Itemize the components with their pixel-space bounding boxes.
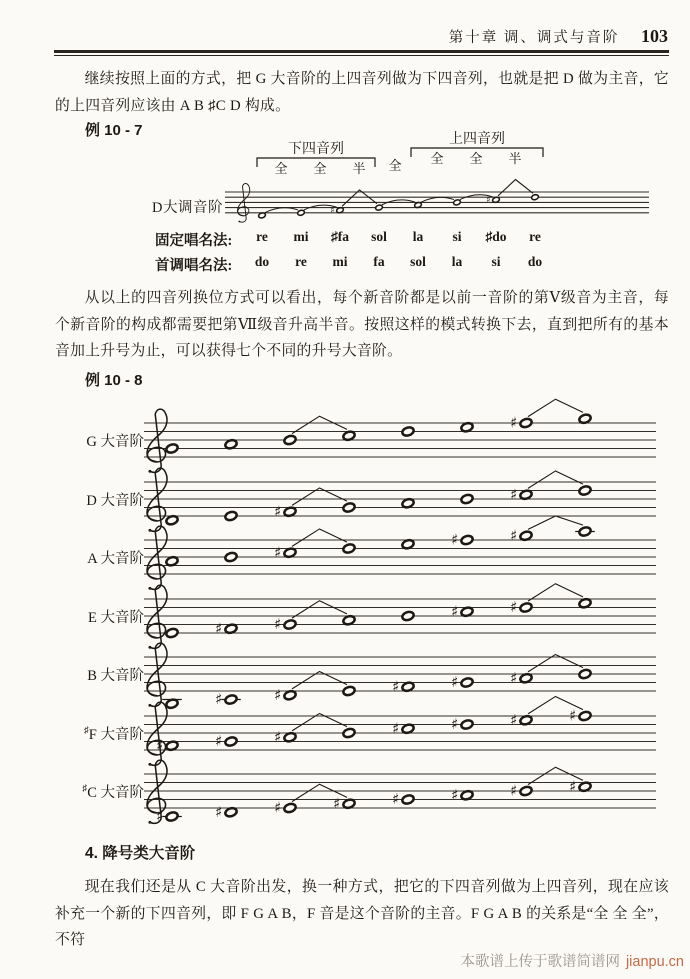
sharp-sign: ♯ (510, 668, 518, 687)
whole-note (531, 194, 539, 201)
sharp-sign: ♯ (274, 501, 282, 520)
whole-note (519, 601, 532, 612)
sharp-sign: ♯ (510, 710, 518, 729)
sharp-sign: ♯ (569, 706, 577, 725)
sharp-sign: ♯ (156, 807, 164, 826)
scale-name: ♯C 大音阶 (82, 784, 144, 801)
sharp-sign: ♯ (510, 597, 518, 616)
half-step-caret (528, 516, 583, 529)
whole-note (401, 610, 414, 621)
sharp-sign: ♯ (451, 601, 459, 620)
solfege-syllable: do (254, 254, 270, 269)
sharp-sign: ♯ (215, 802, 223, 821)
whole-note (283, 802, 296, 813)
half-step-caret (528, 399, 583, 416)
scale-name: E 大音阶 (88, 609, 144, 626)
whole-note (342, 501, 355, 512)
upper-tetrachord-label: 上四音列 (449, 132, 505, 147)
whole-note (460, 677, 473, 688)
solfege-syllable: ♯do (485, 229, 507, 244)
whole-note (165, 443, 178, 454)
sharp-sign: ♯ (510, 413, 518, 432)
whole-note (578, 668, 591, 679)
solfege-syllable: re (295, 254, 307, 269)
header-rule (54, 50, 669, 56)
whole-note (165, 811, 178, 822)
solfege-syllable: si (452, 229, 462, 244)
sharp-sign: ♯ (215, 690, 223, 709)
sharp-prefix: ♯ (84, 725, 89, 736)
step-label: 全 (430, 151, 444, 166)
middle-paragraph: 从以上的四音列换位方式可以看出，每个新音阶都是以前一音阶的第Ⅴ级音为主音，每个新音阶的构成都需要把第Ⅶ级音升高半音。按照这样的模式转换下去，直到把所有的基本音加上升号为止，可以获得七个不同的升号大音阶。 (55, 290, 669, 359)
whole-note (460, 534, 473, 545)
movable-do-label: 首调唱名法: (155, 258, 233, 274)
sharp-sign: ♯ (215, 618, 223, 637)
page-header (449, 26, 668, 47)
sharp-sign: ♯ (392, 790, 400, 809)
whole-note (401, 426, 414, 437)
scale-name: D 大音阶 (86, 492, 144, 509)
sharp-sign: ♯ (451, 714, 459, 733)
treble-clef-dot (238, 221, 240, 223)
whole-note (297, 209, 305, 216)
solfege-syllable: la (451, 254, 463, 269)
solfege-syllable: si (491, 254, 501, 269)
sharp-sign: ♯ (274, 614, 282, 633)
scale-name: G 大音阶 (86, 434, 144, 450)
fixed-do-label: 固定唱名法: (155, 233, 233, 249)
lower-tetrachord-label: 下四音列 (288, 142, 344, 157)
whole-note (401, 794, 414, 805)
watermark-site-link[interactable]: jianpu.cn (625, 954, 684, 970)
sharp-sign: ♯ (274, 543, 282, 562)
scale-staff (140, 748, 660, 834)
example-10-7-notation (225, 126, 655, 234)
sharp-sign: ♯ (510, 781, 518, 800)
sharp-sign: ♯ (451, 530, 459, 549)
step-label: 全 (274, 161, 288, 176)
intro-paragraph: 继续按照上面的方式，把 G 大音阶的上四音列做为下四音列，也就是把 D 做为主音，它的上四音列应该由 A B ♯C D 构成。 (55, 71, 669, 114)
step-label: 半 (508, 151, 522, 166)
scale-row (72, 748, 666, 834)
page-number: 103 (641, 26, 668, 46)
solfege-syllable: re (529, 229, 541, 244)
sharp-sign: ♯ (392, 718, 400, 737)
solfege-syllable: do (527, 254, 543, 269)
sharp-sign: ♯ (274, 798, 282, 817)
solfege-syllable: sol (371, 229, 387, 244)
scale-name: A 大音阶 (87, 551, 144, 567)
section-heading: 4. 降号类大音阶 (85, 845, 196, 862)
step-label: 全 (313, 161, 327, 176)
step-label: 全 (388, 158, 402, 173)
sharp-sign: ♯ (330, 206, 335, 217)
whole-note (578, 484, 591, 495)
example-10-8-label: 例 10 - 8 (85, 372, 143, 389)
sharp-sign: ♯ (510, 484, 518, 503)
whole-note (342, 727, 355, 738)
whole-note (519, 417, 532, 428)
sharp-sign: ♯ (569, 777, 577, 796)
sharp-sign: ♯ (274, 727, 282, 746)
sharp-sign: ♯ (215, 731, 223, 750)
chapter-label: 第十章 (448, 30, 499, 46)
whole-step-slur (421, 197, 454, 202)
whole-note (453, 199, 461, 206)
step-label: 半 (352, 161, 366, 176)
closing-paragraph: 现在我们还是从 C 大音阶出发，换一种方式，把它的下四音列做为上四音列，现在应该补充一个新的下四音列，即 F G A B，F 音是这个音阶的主音。F G A B 的关系是“全 全 全”，不符 (55, 879, 669, 948)
whole-note (578, 710, 591, 721)
sharp-prefix: ♯ (82, 784, 88, 795)
step-label: 全 (469, 151, 483, 166)
solfege-syllable: mi (332, 254, 348, 269)
whole-note (375, 204, 383, 211)
watermark (460, 950, 684, 971)
whole-note (283, 434, 296, 445)
solfege-syllable: la (412, 229, 424, 244)
watermark-text: 本歌谱上传于歌谱简谱网 (460, 954, 620, 970)
sharp-sign: ♯ (156, 735, 164, 754)
sharp-sign: ♯ (392, 677, 400, 696)
half-step-caret (498, 180, 533, 196)
whole-note (224, 551, 237, 562)
chapter-title: 调、调式与音阶 (503, 30, 620, 46)
whole-note (342, 543, 355, 554)
sharp-sign: ♯ (333, 794, 341, 813)
sharp-sign: ♯ (486, 195, 491, 206)
scale-name: B 大音阶 (87, 668, 144, 684)
solfege-syllable: mi (293, 229, 309, 244)
whole-note (283, 618, 296, 629)
half-step-caret (292, 529, 347, 546)
sharp-sign: ♯ (274, 685, 282, 704)
whole-note (460, 493, 473, 504)
scale-name: ♯F 大音阶 (84, 725, 144, 743)
whole-note (224, 735, 237, 746)
sharp-sign: ♯ (451, 785, 459, 804)
half-step-caret (528, 470, 583, 487)
solfege-syllable: ♯fa (331, 229, 349, 244)
example-10-7-staff-label: D大调音阶 (152, 200, 223, 216)
treble-clef-dot (148, 821, 151, 824)
sharp-sign: ♯ (451, 673, 459, 692)
sharp-sign: ♯ (510, 526, 518, 545)
solfege-syllable: sol (410, 254, 426, 269)
whole-step-slur (265, 208, 298, 213)
whole-note (578, 526, 591, 537)
whole-note (460, 718, 473, 729)
solfege-syllable: re (256, 229, 268, 244)
solfege-syllable: fa (373, 254, 385, 269)
example-10-7-label: 例 10 - 7 (85, 122, 143, 139)
whole-note (519, 785, 532, 796)
